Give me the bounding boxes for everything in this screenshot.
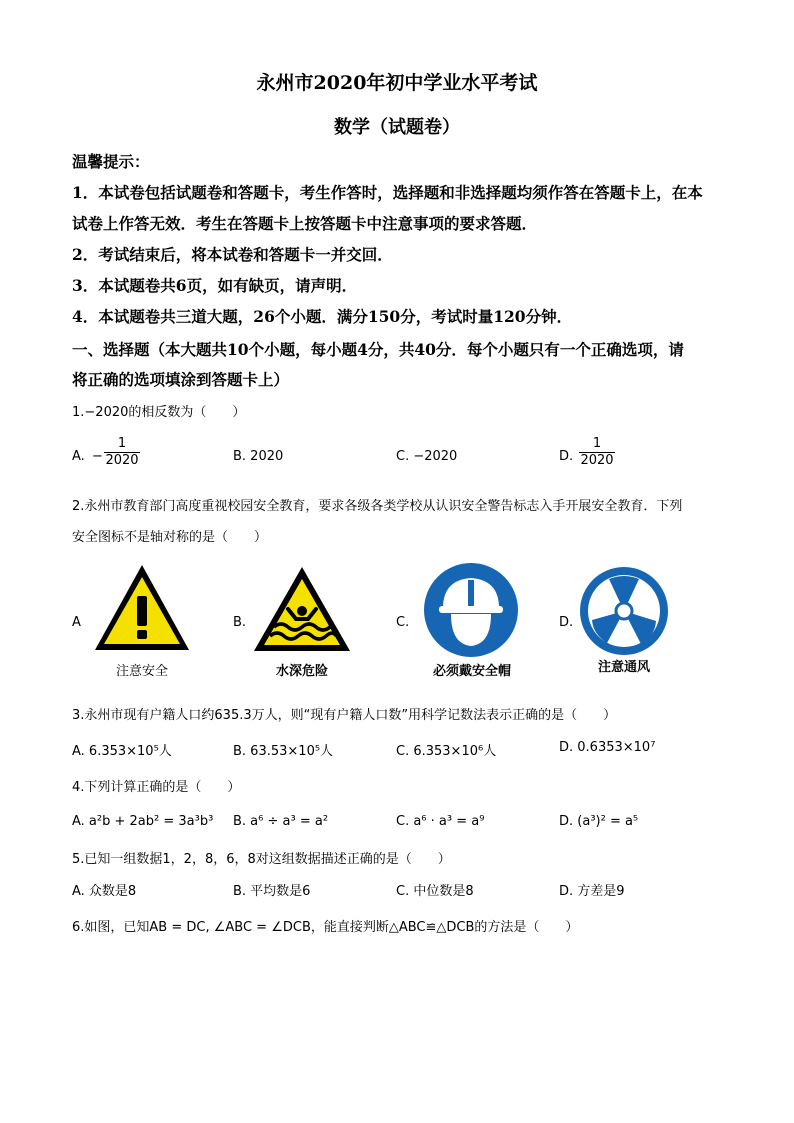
- page-title: 永州市2020年初中学业水平考试: [256, 72, 538, 94]
- q5-option-a: A. 众数是8: [72, 884, 137, 899]
- q2-option-a-caption: 注意安全: [115, 664, 168, 679]
- notice-item-1-line-2: 试卷上作答无效．考生在答题卡上按答题卡中注意事项的要求答题．: [72, 214, 538, 233]
- q4-option-a: A. a²b + 2ab² = 3a³b³: [72, 814, 214, 829]
- q5-option-c: C. 中位数是8: [396, 884, 474, 899]
- q2-option-b-caption: 水深危险: [275, 664, 328, 679]
- q2-option-c-label: C.: [396, 615, 410, 630]
- question-2-stem-line-2: 安全图标不是轴对称的是（ ）: [72, 530, 268, 545]
- q4-option-c: C. a⁶ · a³ = a⁹: [396, 814, 485, 829]
- q3-option-a: A. 6.353×10⁵人: [72, 744, 172, 759]
- deep-water-warning-icon: [252, 565, 352, 655]
- page-subtitle: 数学（试题卷）: [334, 117, 460, 138]
- q4-option-d: D. (a³)² = a⁵: [559, 814, 639, 829]
- section-heading-line-2: 将正确的选项填涂到答题卡上）: [72, 370, 290, 389]
- q2-option-b-label: B.: [233, 615, 247, 630]
- q5-option-b: B. 平均数是6: [233, 884, 311, 899]
- question-1-stem: 1.−2020的相反数为（ ）: [72, 405, 246, 420]
- question-6-stem: 6.如图，已知AB = DC, ∠ABC = ∠DCB，能直接判断△ABC≌△DCB的方法是（ ）: [72, 920, 579, 935]
- q1-option-a-fraction: [104, 436, 140, 469]
- notice-item-4: 4．本试题卷共三道大题，26个小题．满分150分，考试时量120分钟．: [72, 307, 573, 326]
- q2-option-c-caption: 必须戴安全帽: [432, 664, 511, 679]
- notice-heading: 温馨提示：: [72, 152, 150, 171]
- q1-option-d-label: D.: [559, 449, 574, 464]
- q1-option-c: C. −2020: [396, 449, 458, 464]
- notice-item-2: 2．考试结束后，将本试卷和答题卡一并交回．: [72, 245, 393, 264]
- q3-option-c: C. 6.353×10⁶人: [396, 744, 497, 759]
- q1-option-a-label: A.: [72, 449, 85, 464]
- q4-option-b: B. a⁶ ÷ a³ = a²: [233, 814, 329, 829]
- q1-option-d-denominator: 2020: [580, 453, 614, 468]
- question-3-stem: 3.永州市现有户籍人口约635.3万人，则“现有户籍人口数”用科学记数法表示正确的是（ ）: [72, 708, 617, 723]
- q1-option-d-fraction: [579, 436, 615, 469]
- q1-option-a-sign: −: [92, 449, 103, 464]
- q1-option-d-numerator: 1: [592, 436, 602, 451]
- question-4-stem: 4.下列计算正确的是（ ）: [72, 780, 241, 795]
- question-2-stem-line-1: 2.永州市教育部门高度重视校园安全教育，要求各级各类学校从认识安全警告标志入手开展安全教育．下列: [72, 499, 683, 514]
- q2-option-d-caption: 注意通风: [597, 660, 650, 675]
- question-5-stem: 5.已知一组数据1，2，8，6，8对这组数据描述正确的是（ ）: [72, 852, 451, 867]
- q2-option-d-label: D.: [559, 615, 574, 630]
- q3-option-b: B. 63.53×10⁵人: [233, 744, 334, 759]
- warning-triangle-exclamation-icon: [92, 562, 192, 654]
- q1-option-b: B. 2020: [233, 449, 284, 464]
- notice-item-3: 3．本试题卷共6页，如有缺页，请声明．: [72, 276, 358, 295]
- ventilation-fan-icon: [579, 566, 669, 656]
- q2-option-a-label: A: [72, 615, 81, 630]
- q3-option-d: D. 0.6353×10⁷: [559, 740, 656, 755]
- q1-option-a-numerator: 1: [117, 436, 127, 451]
- section-heading-line-1: 一、选择题（本大题共10个小题，每小题4分，共40分．每个小题只有一个正确选项，请: [72, 340, 684, 359]
- q5-option-d: D. 方差是9: [559, 884, 625, 899]
- notice-item-1-line-1: 1．本试卷包括试题卷和答题卡，考生作答时，选择题和非选择题均须作答在答题卡上，在本: [72, 183, 703, 202]
- q1-option-a-denominator: 2020: [105, 453, 139, 468]
- hard-hat-mandatory-icon: [423, 562, 519, 658]
